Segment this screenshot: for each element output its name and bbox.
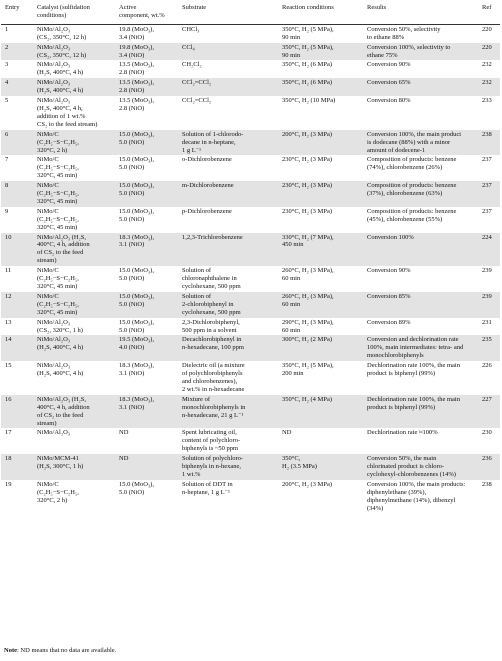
cell-catalyst: NiMo/MCM-41 (H₂S, 300°C, 1 h) [35, 454, 117, 480]
table-header [1, 2, 500, 24]
cell-entry: 13 [5, 318, 12, 326]
cell-entry: 2 [1, 43, 35, 61]
cell-results: Conversion 100%, the main products: diphenylethane (39%), diphenylmethane (14%), dibenzyl (34%) [367, 480, 466, 512]
cell-substrate: CHCl₃ [182, 25, 200, 33]
header-catalyst: Catalyst (sulfidation conditions) [37, 4, 90, 19]
cell-catalyst: NiMo/Al₂O₃ (H₂S, 400°C, 4 h) [35, 335, 117, 361]
table-row [1, 428, 500, 454]
cell-substrate: Spent lubricating oil, content of polychloro- biphenyls is ~50 ppm [182, 429, 241, 453]
cell-entry: 10 [1, 233, 35, 267]
cell-active-component: ND [119, 429, 129, 437]
header-reaction-conditions: Reaction conditions [282, 4, 334, 11]
header-entry: Entry [5, 4, 20, 11]
cell-catalyst: NiMo/C (C₂H₅−S−C₂H₅, 320°C, 45 min) [37, 207, 79, 231]
cell-entry: 15 [5, 362, 12, 370]
table-row [1, 454, 500, 480]
cell-results: Conversion 100%, the main product is dodecane (88%) with a minor amount of dodecene-1 [365, 130, 480, 156]
cell-active-component: 18.3 (MoO₃), 3.1 (NiO) [117, 233, 180, 267]
table-row [1, 395, 500, 429]
cell-substrate: Solution of DDT in n-heptane, 1 g L⁻¹ [182, 480, 233, 496]
cell-ref: 220 [480, 43, 500, 61]
cell-active-component: 13.5 (MoO₃), 2.8 (NiO) [119, 61, 154, 77]
table-row [1, 130, 500, 156]
table-note [4, 647, 116, 654]
table-row [1, 96, 500, 130]
cell-substrate: Dielectric oil (a mixture of polychlorobiphenyls and chlorobenzenes), 2 wt.% in n-hexadecane [182, 362, 245, 393]
cell-reaction-conditions: 350°C, H₂ (3.5 MPa) [280, 454, 365, 480]
cell-substrate: CH₂Cl₂ [182, 61, 202, 69]
cell-catalyst: NiMo/Al₂O₃ [37, 429, 71, 437]
cell-catalyst: NiMo/Al₂O₃ (CS₂, 350°C, 12 h) [37, 25, 87, 41]
table-row [1, 78, 500, 96]
table-body [1, 24, 500, 513]
cell-ref: 238 [482, 480, 492, 488]
header-ref: Ref [482, 4, 492, 11]
cell-active-component: 13.5 (MoO₃), 2.8 (NiO) [119, 97, 154, 112]
cell-catalyst: NiMo/C (C₂H₅−S−C₂H₅, 320°C, 45 min) [35, 181, 117, 207]
cell-reaction-conditions: 350°C, H₂ (4 MPa) [280, 395, 365, 429]
cell-substrate: CCl₂=CCl₂ [180, 78, 280, 96]
cell-entry: 1 [5, 25, 9, 33]
cell-results: Conversion and dechlorination rate 100%, main intermediates: tetra- and monochlorobiphenyls [365, 335, 480, 361]
cell-results: Conversion 90% [367, 61, 411, 69]
table-row [1, 233, 500, 267]
cell-catalyst: NiMo/Al₂O₃ (H₂S, 400°C, 4 h) [37, 362, 84, 378]
cell-catalyst: NiMo/Al₂O₃ (H₂S, 400°C, 4 h) [37, 61, 84, 77]
cell-entry: 9 [5, 207, 9, 215]
cell-active-component: 19.5 (MoO₃), 4.0 (NiO) [117, 335, 180, 361]
cell-substrate: 1,2,3-Trichlorobenzene [180, 233, 280, 267]
cell-active-component: 18.3 (MoO₃), 3.1 (NiO) [119, 362, 154, 378]
cell-results: Conversion 89% [367, 318, 411, 326]
header-results: Results [367, 4, 387, 11]
cell-results: Dechlorination rate 100%, the main product is biphenyl (99%) [365, 395, 480, 429]
cell-reaction-conditions: 330°C, H₂ (7 MPa), 450 min [280, 233, 365, 267]
cell-active-component: 15.0 (MoO₃), 5.0 (NiO) [119, 207, 154, 223]
cell-entry: 4 [1, 78, 35, 96]
cell-reaction-conditions: 350°C, H₂ (10 MPa) [282, 97, 336, 105]
cell-entry: 16 [1, 395, 35, 429]
table-row [1, 266, 500, 292]
cell-results: Conversion 100% [365, 233, 480, 267]
cell-active-component: 15.0 (MoO₃), 5.0 (NiO) [119, 267, 154, 283]
cell-results: Composition of products: benzene (74%), chlorobenzene (26%) [367, 156, 457, 172]
cell-entry: 7 [5, 156, 9, 164]
cell-catalyst: NiMo/C (C₂H₅−S−C₂H₅, 320°C, 45 min) [37, 267, 79, 290]
cell-reaction-conditions: 230°C, H₂ (3 MPa) [280, 181, 365, 207]
cell-ref: 236 [480, 454, 500, 480]
cell-active-component: ND [117, 454, 180, 480]
cell-results: Conversion 90% [367, 267, 411, 275]
cell-ref: 232 [480, 78, 500, 96]
cell-ref: 224 [480, 233, 500, 267]
cell-entry: 11 [5, 267, 12, 275]
cell-entry: 3 [5, 61, 9, 69]
cell-substrate: Solution of 2-chlorobiphenyl in cyclohexane, 500 ppm [180, 292, 280, 318]
table-row [1, 480, 500, 514]
cell-ref: 230 [482, 429, 492, 437]
cell-entry: 8 [1, 181, 35, 207]
table-row [1, 318, 500, 336]
cell-reaction-conditions: 200°C, H₂ (3 MPa) [280, 130, 365, 156]
cell-reaction-conditions: 350°C, H₂ (5 MPa), 90 min [280, 43, 365, 61]
cell-catalyst: NiMo/C (C₂H₅−S−C₂H₅, 320°C, 45 min) [35, 292, 117, 318]
header-row [1, 2, 500, 24]
cell-catalyst: NiMo/Al₂O₃ (CS₂, 320°C, 1 h) [37, 318, 83, 334]
cell-ref: 239 [480, 292, 500, 318]
cell-active-component: 15.0 (MoO₃), 5.0 (NiO) [117, 130, 180, 156]
cell-reaction-conditions: 350°C, H₂ (5 MPa), 200 min [282, 362, 334, 378]
cell-active-component: 18.3 (MoO₃), 3.1 (NiO) [117, 395, 180, 429]
cell-results: Dechlorination rate 100%, the main product is biphenyl (99%) [367, 362, 460, 378]
table-row [1, 155, 500, 181]
table-row [1, 361, 500, 395]
cell-substrate: Mixture of monochlorobiphenyls in n-hexadecane, 21 g L⁻¹ [180, 395, 280, 429]
cell-entry: 14 [1, 335, 35, 361]
cell-active-component: 15.0 (MoO₃), 5.0 (NiO) [119, 156, 154, 172]
cell-results: Conversion 85% [365, 292, 480, 318]
cell-active-component: 19.8 (MoO₃), 3.4 (NiO) [117, 43, 180, 61]
cell-catalyst: NiMo/Al₂O₃ (H₂S, 400°C, 4 h, addition of CS₂ to the feed stream) [35, 395, 117, 429]
cell-catalyst: NiMo/Al₂O₃ (H₂S, 400°C, 4 h, addition of CS₂ to the feed stream) [35, 233, 117, 267]
cell-ref: 220 [482, 25, 492, 33]
cell-substrate: Decachlorobiphenyl in n-hexadecane, 100 ppm [180, 335, 280, 361]
table-row [1, 24, 500, 42]
cell-active-component: 13.5 (MoO₃), 2.8 (NiO) [117, 78, 180, 96]
cell-entry: 17 [5, 429, 12, 437]
cell-reaction-conditions: 230°C, H₂ (3 MPa) [282, 207, 333, 215]
table-row [1, 60, 500, 78]
cell-catalyst: NiMo/Al₂O₃ (H₂S, 400°C, 4 h, addition of 1 wt.% CS₂ to the feed stream) [37, 97, 98, 128]
cell-ref: 226 [482, 362, 492, 370]
cell-ref: 239 [482, 267, 492, 275]
cell-reaction-conditions: 350°C, H₂ (6 MPa) [280, 78, 365, 96]
cell-results: Conversion 100%, selectivity to ethane 75% [365, 43, 480, 61]
data-table [1, 2, 500, 513]
table-row [1, 335, 500, 361]
note-label: Note [4, 647, 17, 654]
table-row [1, 181, 500, 207]
header-active-component: Active component, wt.% [119, 4, 165, 19]
cell-ref: 235 [480, 335, 500, 361]
cell-ref: 237 [480, 181, 500, 207]
cell-substrate: Solution of 1-chlorodo- decane in n-heptane, 1 g L⁻¹ [180, 130, 280, 156]
cell-substrate: CCl₄ [180, 43, 280, 61]
cell-ref: 227 [480, 395, 500, 429]
cell-ref: 232 [482, 61, 492, 69]
cell-results: Conversion 65% [365, 78, 480, 96]
cell-ref: 238 [480, 130, 500, 156]
cell-catalyst: NiMo/Al₂O₃ (CS₂, 350°C, 12 h) [35, 43, 117, 61]
cell-entry: 5 [5, 97, 9, 105]
cell-substrate: 2,3-Dichlorobiphenyl, 500 ppm in a solvent [182, 318, 240, 334]
cell-reaction-conditions: ND [282, 429, 292, 437]
cell-reaction-conditions: 260°C, H₂ (3 MPa), 60 min [282, 267, 334, 283]
cell-active-component: 15.0 (MoO₃), 5.0 (NiO) [119, 480, 154, 496]
cell-substrate: o-Dichlorobenzene [182, 156, 232, 164]
cell-results: Dechlorination rate ≈100% [367, 429, 438, 437]
cell-catalyst: NiMo/C (C₂H₅−S−C₂H₅, 320°C, 45 min) [37, 156, 79, 180]
cell-ref: 233 [482, 97, 492, 105]
cell-results: Conversion 80% [367, 97, 411, 105]
cell-catalyst: NiMo/C (C₂H₅−S−C₂H₅, 320°C, 2 h) [35, 130, 117, 156]
cell-entry: 18 [1, 454, 35, 480]
cell-catalyst: NiMo/Al₂O₃ (H₂S, 400°C, 4 h) [35, 78, 117, 96]
cell-substrate: m-Dichlorobenzene [180, 181, 280, 207]
cell-substrate: p-Dichlorobenzene [182, 207, 232, 215]
cell-substrate: Solution of chloronaphthalene in cyclohexane, 500 ppm [182, 267, 241, 290]
cell-active-component: 19.8 (MoO₃), 3.4 (NiO) [119, 25, 154, 41]
cell-reaction-conditions: 300°C, H₂ (2 MPa) [280, 335, 365, 361]
cell-ref: 237 [482, 207, 492, 215]
cell-entry: 6 [1, 130, 35, 156]
cell-entry: 19 [5, 480, 12, 488]
cell-results: Conversion 50%, selectivity to ethane 88% [367, 25, 441, 41]
table-row [1, 292, 500, 318]
cell-substrate: CCl₂=CCl₂ [182, 97, 212, 105]
cell-reaction-conditions: 200°C, H₂ (3 MPa) [282, 480, 333, 488]
cell-active-component: 15.0 (MoO₃), 5.0 (NiO) [117, 292, 180, 318]
cell-ref: 237 [482, 156, 492, 164]
cell-active-component: 15.0 (MoO₃), 5.0 (NiO) [117, 181, 180, 207]
cell-active-component: 15.0 (MoO₃), 5.0 (NiO) [119, 318, 154, 334]
cell-reaction-conditions: 230°C, H₂ (3 MPa) [282, 156, 333, 164]
table-row [1, 43, 500, 61]
cell-results: Conversion 50%, the main chlorinated product is chloro- cyclohexyl-chlorobenzenes (14%) [365, 454, 480, 480]
cell-reaction-conditions: 350°C, H₂ (6 MPa) [282, 61, 333, 69]
cell-catalyst: NiMo/C (C₂H₅−S−C₂H₅, 320°C, 2 h) [37, 480, 79, 504]
cell-substrate: Solution of polychloro- biphenyls in n-hexane, 1 wt.% [180, 454, 280, 480]
table-row [1, 207, 500, 233]
header-substrate: Substrate [182, 4, 207, 11]
cell-reaction-conditions: 260°C, H₂ (3 MPa), 60 min [280, 292, 365, 318]
cell-entry: 12 [1, 292, 35, 318]
cell-results: Composition of products: benzene (45%), chlorobenzene (55%) [367, 207, 457, 223]
cell-reaction-conditions: 350°C, H₂ (5 MPa), 90 min [282, 25, 334, 41]
cell-reaction-conditions: 290°C, H₂ (3 MPa), 60 min [282, 318, 334, 334]
note-text: : ND means that no data are available. [17, 647, 117, 654]
cell-ref: 231 [482, 318, 492, 326]
cell-results: Composition of products: benzene (37%), chlorobenzene (63%) [365, 181, 480, 207]
